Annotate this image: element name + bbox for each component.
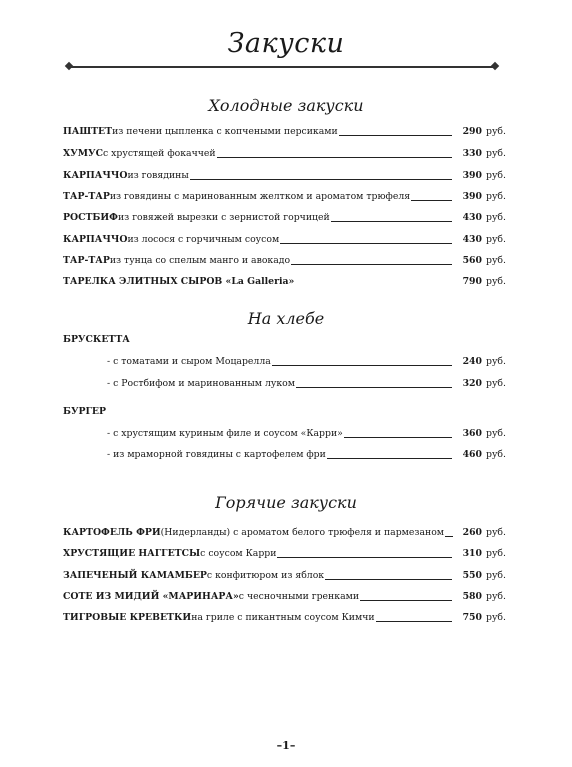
item-price: 750 bbox=[462, 612, 482, 623]
item-price: 790 bbox=[462, 276, 482, 287]
menu-item: КАРПАЧЧО из лосося с горчичным соусом 430 руб. bbox=[63, 234, 506, 245]
item-price: 460 bbox=[462, 449, 482, 460]
item-price: 430 bbox=[462, 212, 482, 223]
group-label-burger: БУРГЕР bbox=[63, 406, 106, 417]
item-price: 360 bbox=[462, 428, 482, 439]
menu-item: - с хрустящим куриным филе и соусом «Карри» 360 руб. bbox=[107, 428, 506, 439]
menu-item: ХРУСТЯЩИЕ НАГГЕТСЫ с соусом Карри 310 руб. bbox=[63, 548, 506, 559]
item-price: 580 bbox=[462, 591, 482, 602]
menu-item: ХУМУС с хрустящей фокаччей 330 руб. bbox=[63, 148, 506, 159]
menu-item: ТИГРОВЫЕ КРЕВЕТКИ на гриле с пикантным соусом Кимчи 750 руб. bbox=[63, 612, 506, 623]
page-number: –1– bbox=[276, 739, 296, 752]
menu-item: ТАРЕЛКА ЭЛИТНЫХ СЫРОВ «La Galleria» 790 руб. bbox=[63, 276, 506, 287]
menu-item: КАРПАЧЧО из говядины 390 руб. bbox=[63, 170, 506, 181]
item-price: 290 bbox=[462, 126, 482, 137]
item-price: 390 bbox=[462, 191, 482, 202]
menu-item: СОТЕ ИЗ МИДИЙ «МАРИНАРА» с чесночными гренками 580 руб. bbox=[63, 591, 506, 602]
menu-item: ТАР-ТАР из тунца со спелым манго и авокадо 560 руб. bbox=[63, 255, 506, 266]
title-divider bbox=[66, 62, 498, 72]
menu-item: КАРТОФЕЛЬ ФРИ (Нидерланды) с ароматом белого трюфеля и пармезаном 260 руб. bbox=[63, 527, 506, 538]
item-price: 260 bbox=[462, 527, 483, 538]
section-title-bread: На хлебе bbox=[247, 309, 325, 328]
group-label-bruschetta: БРУСКЕТТА bbox=[63, 334, 130, 345]
section-title-cold: Холодные закуски bbox=[208, 96, 364, 115]
item-price: 240 bbox=[462, 356, 482, 367]
item-price: 320 bbox=[462, 378, 482, 389]
item-price: 390 bbox=[462, 170, 482, 181]
menu-item: - из мраморной говядины с картофелем фри 460 руб. bbox=[107, 449, 506, 460]
page-title: Закуски bbox=[227, 28, 345, 59]
item-price: 310 bbox=[462, 548, 482, 559]
menu-item: РОСТБИФ из говяжей вырезки с зернистой горчицей 430 руб. bbox=[63, 212, 506, 223]
menu-item: - с томатами и сыром Моцарелла 240 руб. bbox=[107, 356, 506, 367]
item-price: 550 bbox=[462, 570, 482, 581]
menu-item: ЗАПЕЧЕНЫЙ КАМАМБЕР с конфитюром из яблок 550 руб. bbox=[63, 570, 506, 581]
menu-item: ТАР-ТАР из говядины с маринованным желтком и ароматом трюфеля 390 руб. bbox=[63, 191, 506, 202]
item-price: 330 bbox=[462, 148, 482, 159]
menu-item: - с Ростбифом и маринованным луком 320 руб. bbox=[107, 378, 506, 389]
section-title-hot: Горячие закуски bbox=[215, 493, 357, 512]
diamond-right-icon bbox=[491, 62, 499, 70]
item-price: 560 bbox=[462, 255, 482, 266]
menu-item: ПАШТЕТ из печени цыпленка с копчеными персиками 290 руб. bbox=[63, 126, 506, 137]
item-price: 430 bbox=[462, 234, 482, 245]
